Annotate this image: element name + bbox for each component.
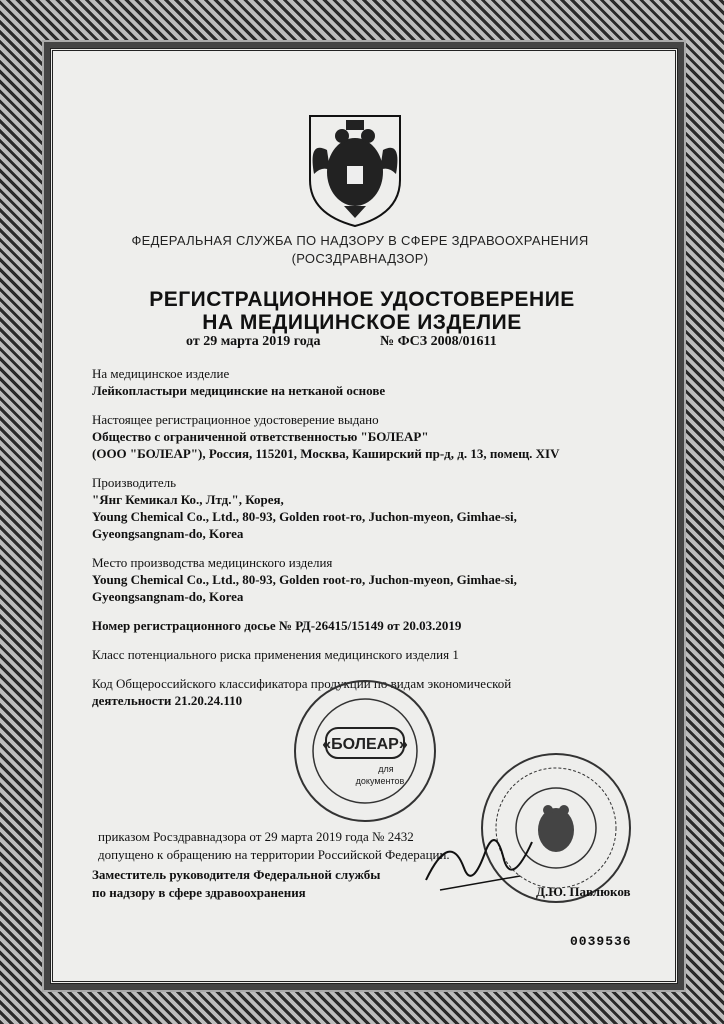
risk-class: Класс потенциального риска применения медицинского изделия 1 (92, 647, 459, 662)
signatory-name: Д.Ю. Павлюков (536, 884, 631, 899)
document-title (70, 288, 654, 334)
svg-text:для: для (378, 764, 394, 774)
dossier-number: Номер регистрационного досье № РД-26415/15149 от 20.03.2019 (92, 618, 462, 633)
agency-name: ФЕДЕРАЛЬНАЯ СЛУЖБА ПО НАДЗОРУ В СФЕРЕ ЗДРАВООХРАНЕНИЯ (131, 233, 589, 248)
issue-date-line (186, 334, 586, 350)
signatory-title-1: Заместитель руководителя Федеральной службы (92, 867, 381, 882)
production-site-line-1: Young Chemical Co., Ltd., 80-93, Golden root-ro, Juchon-myeon, Gimhae-si, (92, 572, 517, 587)
signatory-title-2: по надзору в сфере здравоохранения (92, 885, 306, 900)
manufacturer-label: Производитель (92, 475, 177, 490)
device-label: На медицинское изделие (92, 366, 230, 381)
svg-text:«БОЛЕАР»: «БОЛЕАР» (322, 736, 408, 753)
company-stamp (290, 676, 440, 826)
issued-to-label: Настоящее регистрационное удостоверение выдано (92, 412, 379, 427)
title-line-2: НА МЕДИЦИНСКОЕ ИЗДЕЛИЕ (202, 311, 522, 334)
svg-text:документов: документов (355, 776, 405, 786)
issue-date: от 29 марта 2019 года (186, 334, 321, 349)
agency-header (90, 232, 630, 268)
manufacturer-line-1: "Янг Кемикал Ко., Лтд.", Корея, (92, 492, 284, 507)
issued-to-line-1: Общество с ограниченной ответственностью "БОЛЕАР" (92, 429, 429, 444)
okp-line-1: Код Общероссийского классификатора продукции по видам экономической (92, 676, 512, 691)
order-line-2: допущено к обращению на территории Российской Федерации. (98, 847, 450, 862)
manufacturer-line-3: Gyeongsangnam-do, Korea (92, 526, 244, 541)
certificate-number: № ФСЗ 2008/01611 (380, 334, 497, 349)
agency-abbreviation: (РОСЗДРАВНАДЗОР) (291, 251, 429, 266)
issued-to-line-2: (ООО "БОЛЕАР"), Россия, 115201, Москва, Каширский пр-д, д. 13, помещ. XIV (92, 446, 560, 461)
device-value: Лейкопластыри медицинские на нетканой основе (92, 383, 386, 398)
production-site-line-2: Gyeongsangnam-do, Korea (92, 589, 244, 604)
title-line-1: РЕГИСТРАЦИОННОЕ УДОСТОВЕРЕНИЕ (149, 288, 575, 311)
order-line-1: приказом Росздравнадзора от 29 марта 2019 года № 2432 (98, 829, 414, 844)
okp-line-2: деятельности 21.20.24.110 (92, 693, 243, 708)
production-site-label: Место производства медицинского изделия (92, 555, 333, 570)
coat-of-arms-icon (300, 110, 410, 230)
certificate-body (92, 365, 632, 709)
manufacturer-line-2: Young Chemical Co., Ltd., 80-93, Golden root-ro, Juchon-myeon, Gimhae-si, (92, 509, 517, 524)
serial-number: 0039536 (570, 934, 632, 949)
